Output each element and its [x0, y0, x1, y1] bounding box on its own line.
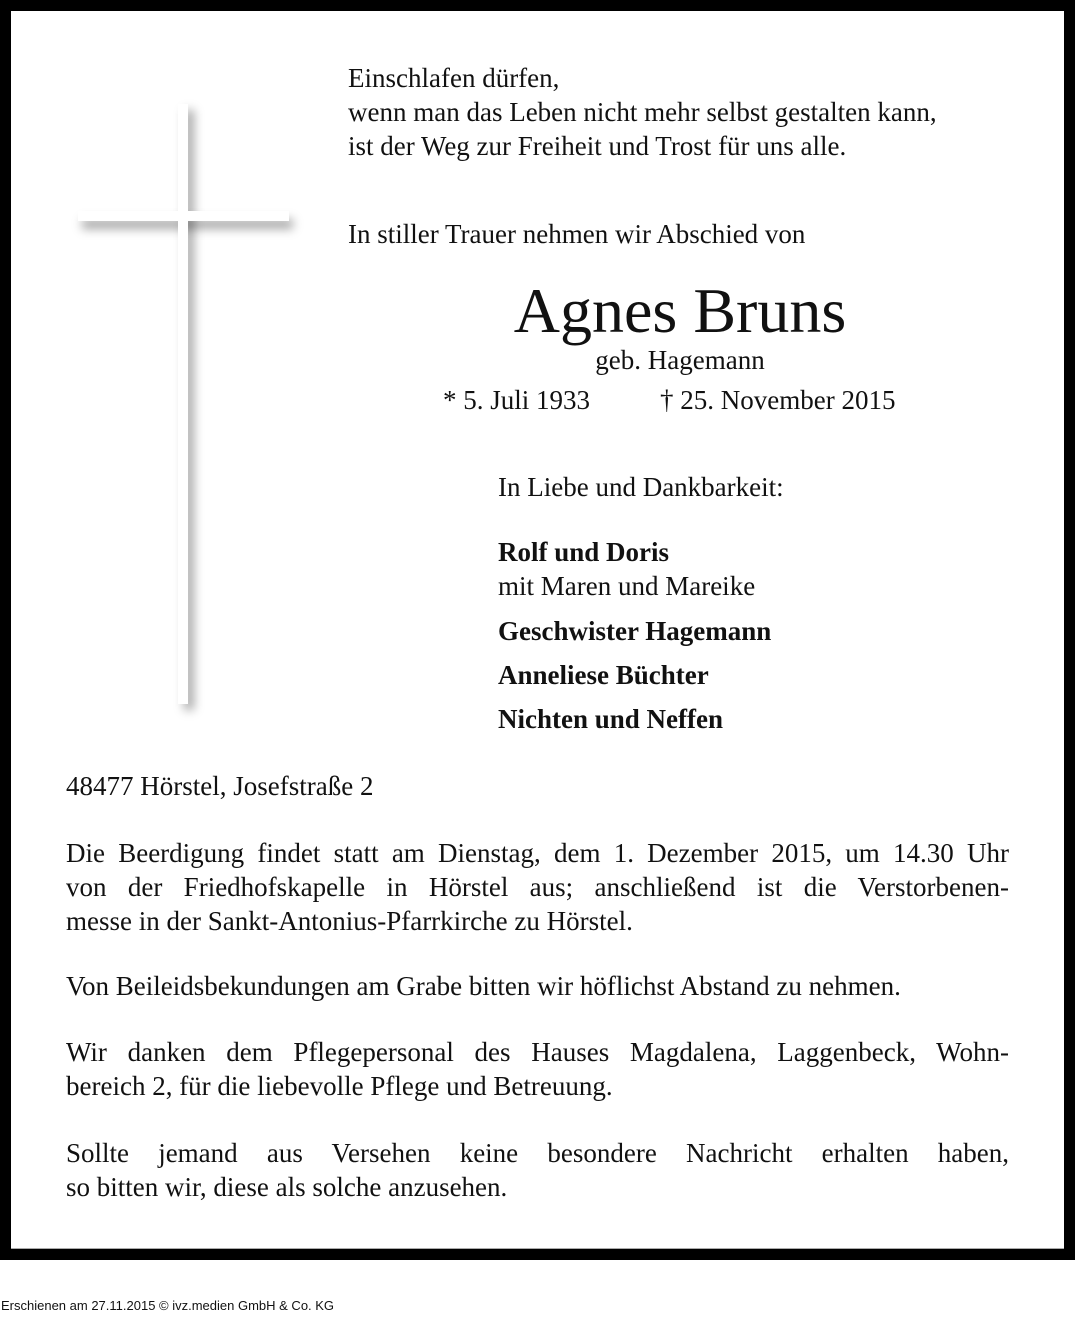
funeral-paragraph: Die Beerdigung findet statt am Dienstag, dem 1. Dezember 2015, um 14.30 Uhr von der Friedhofskapelle in Hörstel aus; anschließend ist die Verstorbenen- messe in der Sankt-Antonius-Pfarrkirche zu Hörstel.	[66, 838, 1009, 936]
condolence-paragraph: Von Beileidsbekundungen am Grabe bitten wir höflichst Abstand zu nehmen.	[66, 971, 901, 1001]
mourner-name: Geschwister Hagemann	[498, 616, 772, 646]
poem-line: ist der Weg zur Freiheit und Trost für uns alle.	[348, 131, 847, 161]
publication-footer: Erschienen am 27.11.2015 © ivz.medien GmbH & Co. KG	[1, 1298, 335, 1313]
mourners-heading: In Liebe und Dankbarkeit:	[498, 472, 784, 502]
mourner-sub: mit Maren und Mareike	[498, 571, 756, 601]
deceased-name: Agnes Bruns	[513, 275, 847, 346]
birth-date: * 5. Juli 1933	[443, 385, 591, 415]
death-date: † 25. November 2015	[660, 385, 896, 415]
mourner-name: Nichten und Neffen	[498, 704, 724, 734]
notice-paragraph: Sollte jemand aus Versehen keine besondere Nachricht erhalten haben, so bitten wir, diese als solche anzusehen.	[66, 1138, 1009, 1202]
poem-line: Einschlafen dürfen,	[348, 63, 560, 93]
poem-line: wenn man das Leben nicht mehr selbst gestalten kann,	[348, 97, 937, 127]
address: 48477 Hörstel, Josefstraße 2	[66, 771, 374, 801]
mourner-name: Anneliese Büchter	[498, 660, 709, 690]
mourner-name: Rolf und Doris	[498, 537, 670, 567]
thanks-paragraph: Wir danken dem Pflegepersonal des Hauses Magdalena, Laggenbeck, Wohn- bereich 2, für die liebevolle Pflege und Betreuung.	[66, 1037, 1009, 1101]
maiden-name: geb. Hagemann	[595, 345, 765, 375]
intro-text: In stiller Trauer nehmen wir Abschied von	[348, 219, 806, 249]
